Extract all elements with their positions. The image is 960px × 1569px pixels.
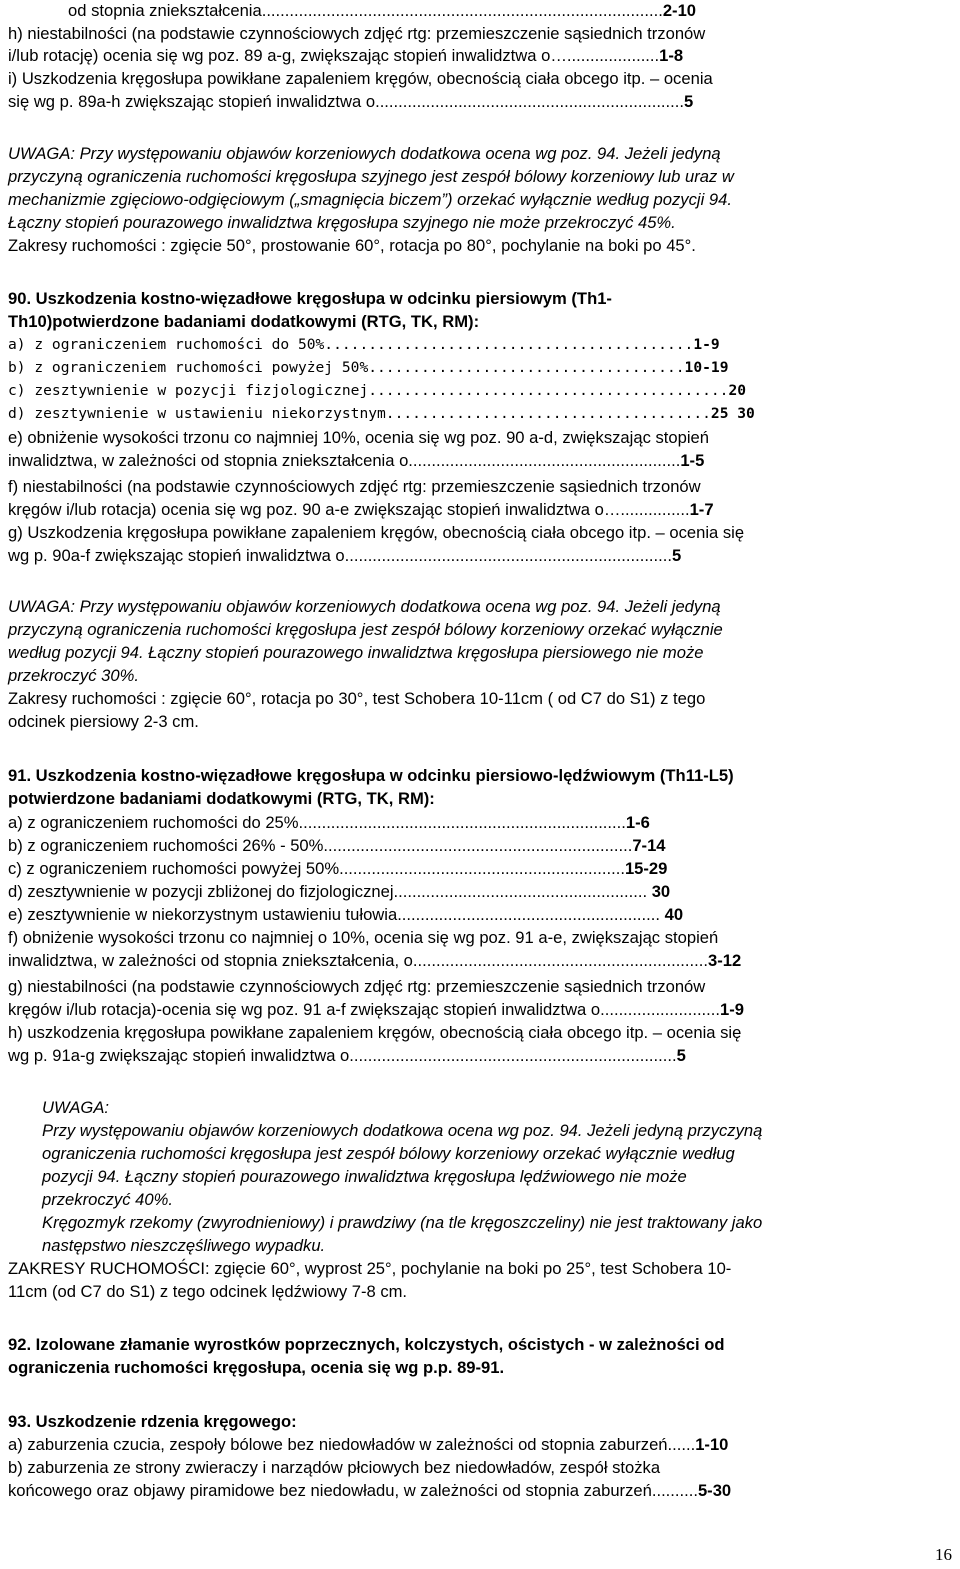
text-line: UWAGA: Przy występowaniu objawów korzeniowych dodatkowa ocena wg poz. 94. Jeżeli jedyną [8, 597, 721, 616]
text-line: przyczyną ograniczenia ruchomości kręgosłupa szyjnego jest zespół bólowy korzeniowy lub uraz w [8, 167, 734, 186]
text-line: i) Uszkodzenia kręgosłupa powikłane zapaleniem kręgów, obecnością ciała obcego itp. – ocenia [8, 69, 713, 88]
text-line: ograniczenia ruchomości kręgosłupa jest zespół bólowy korzeniowy orzekać wyłącznie według [42, 1144, 735, 1163]
text-line: e) zesztywnienie w niekorzystnym ustawieniu tułowia......................................................... 40 [8, 905, 684, 924]
text-line: ZAKRESY RUCHOMOŚCI: zgięcie 60°, wyprost 25°, pochylanie na boki po 25°, test Schobera 10- [8, 1259, 732, 1278]
text-line: d) zesztywnienie w pozycji zbliżonej do fizjologicznej....................................................... 30 [8, 882, 671, 901]
text-line: Łączny stopień pourazowego inwalidztwa kręgosłupa szyjnego nie może przekroczyć 45%. [8, 213, 676, 232]
text-line: przekroczyć 30%. [8, 666, 139, 685]
text-line: następstwo nieszczęśliwego wypadku. [42, 1236, 326, 1255]
text-line: i/lub rotację) ocenia się wg poz. 89 a-g, zwiększając stopień inwalidztwa o…....................1-8 [8, 46, 684, 65]
text-line: wg p. 91a-g zwiększając stopień inwalidztwa o.......................................................................5 [8, 1046, 686, 1065]
text-line: UWAGA: [42, 1098, 109, 1117]
text-line: się wg p. 89a-h zwiększając stopień inwalidztwa o...................................................................5 [8, 92, 694, 111]
text-line: h) niestabilności (na podstawie czynnościowych zdjęć rtg: przemieszczenie sąsiednich trzonów [8, 24, 706, 43]
text-line: Th10)potwierdzone badaniami dodatkowymi (RTG, TK, RM): [8, 312, 480, 331]
text-line: kręgów i/lub rotacja)-ocenia się wg poz. 91 a-f zwiększając stopień inwalidztwa o..........................1-9 [8, 1000, 744, 1019]
text-line: 90. Uszkodzenia kostno-więzadłowe kręgosłupa w odcinku piersiowym (Th1- [8, 289, 612, 308]
text-line: c) zesztywnienie w pozycji fizjologicznej.........................................20 [8, 382, 747, 399]
text-line: przyczyną ograniczenia ruchomości kręgosłupa jest zespół bólowy korzeniowy orzekać wyłącznie [8, 620, 723, 639]
text-line: b) z ograniczeniem ruchomości powyżej 50%....................................10-19 [8, 359, 729, 376]
text-line: f) niestabilności (na podstawie czynnościowych zdjęć rtg: przemieszczenie sąsiednich trzonów [8, 477, 701, 496]
text-line: a) z ograniczeniem ruchomości do 50%..........................................1-9 [8, 336, 720, 353]
text-line: f) obniżenie wysokości trzonu co najmniej o 10%, ocenia się wg poz. 91 a-e, zwiększając stopień [8, 928, 719, 947]
text-line: 91. Uszkodzenia kostno-więzadłowe kręgosłupa w odcinku piersiowo-lędźwiowym (Th11-L5) [8, 766, 734, 785]
text-line: inwalidztwa, w zależności od stopnia zniekształcenia, o................................................................3-12 [8, 951, 742, 970]
text-line: a) z ograniczeniem ruchomości do 25%.......................................................................1-6 [8, 813, 650, 832]
text-line: c) z ograniczeniem ruchomości powyżej 50%..............................................................15-29 [8, 859, 668, 878]
text-line: odcinek piersiowy 2-3 cm. [8, 712, 199, 731]
text-line: od stopnia zniekształcenia.......................................................................................2-10 [68, 1, 697, 20]
text-line: inwalidztwa, w zależności od stopnia zniekształcenia o...........................................................1-5 [8, 451, 705, 470]
text-line: kręgów i/lub rotacja) ocenia się wg poz. 90 a-e zwiększając stopień inwalidztwa o…...............1-7 [8, 500, 714, 519]
text-line: według pozycji 94. Łączny stopień pourazowego inwalidztwa kręgosłupa piersiowego nie może [8, 643, 704, 662]
text-line: d) zesztywnienie w ustawieniu niekorzystnym.....................................25 30 [8, 405, 755, 422]
text-line: 93. Uszkodzenie rdzenia kręgowego: [8, 1412, 297, 1431]
text-line: przekroczyć 40%. [42, 1190, 173, 1209]
text-line: końcowego oraz objawy piramidowe bez niedowładu, w zależności od stopnia zaburzeń..........5-30 [8, 1481, 732, 1500]
text-line: a) zaburzenia czucia, zespoły bólowe bez niedowładów w zależności od stopnia zaburzeń......1-10 [8, 1435, 729, 1454]
text-line: g) niestabilności (na podstawie czynnościowych zdjęć rtg: przemieszczenie sąsiednich trzonów [8, 977, 706, 996]
text-line: pozycji 94. Łączny stopień pourazowego inwalidztwa kręgosłupa lędźwiowego nie może [42, 1167, 687, 1186]
text-line: b) z ograniczeniem ruchomości 26% - 50%...................................................................7-14 [8, 836, 666, 855]
text-line: h) uszkodzenia kręgosłupa powikłane zapaleniem kręgów, obecnością ciała obcego itp. – ocenia się [8, 1023, 742, 1042]
text-line: Kręgozmyk rzekomy (zwyrodnieniowy) i prawdziwy (na tle kręgoszczeliny) nie jest traktowany jako [42, 1213, 763, 1232]
text-line: 11cm (od C7 do S1) z tego odcinek lędźwiowy 7-8 cm. [8, 1282, 408, 1301]
text-line: wg p. 90a-f zwiększając stopień inwalidztwa o.......................................................................5 [8, 546, 682, 565]
page-number: 16 [935, 1545, 952, 1564]
text-line: b) zaburzenia ze strony zwieraczy i narządów płciowych bez niedowładów, zespół stożka [8, 1458, 661, 1477]
text-line: Zakresy ruchomości : zgięcie 50°, prostowanie 60°, rotacja po 80°, pochylanie na boki po 45°. [8, 236, 696, 255]
text-line: 92. Izolowane złamanie wyrostków poprzecznych, kolczystych, ościstych - w zależności od [8, 1335, 725, 1354]
text-line: Przy występowaniu objawów korzeniowych dodatkowa ocena wg poz. 94. Jeżeli jedyną przyczyną [42, 1121, 763, 1140]
text-line: Zakresy ruchomości : zgięcie 60°, rotacja po 30°, test Schobera 10-11cm ( od C7 do S1) z tego [8, 689, 706, 708]
text-line: g) Uszkodzenia kręgosłupa powikłane zapaleniem kręgów, obecnością ciała obcego itp. – ocenia się [8, 523, 745, 542]
text-line: mechanizmie zgięciowo-odgięciowym („smagnięcia biczem”) orzekać wyłącznie według pozycji 94. [8, 190, 732, 209]
text-line: ograniczenia ruchomości kręgosłupa, ocenia się wg p.p. 89-91. [8, 1358, 505, 1377]
text-line: e) obniżenie wysokości trzonu co najmniej 10%, ocenia się wg poz. 90 a-d, zwiększając stopień [8, 428, 709, 447]
text-line: UWAGA: Przy występowaniu objawów korzeniowych dodatkowa ocena wg poz. 94. Jeżeli jedyną [8, 144, 721, 163]
text-line: potwierdzone badaniami dodatkowymi (RTG, TK, RM): [8, 789, 435, 808]
